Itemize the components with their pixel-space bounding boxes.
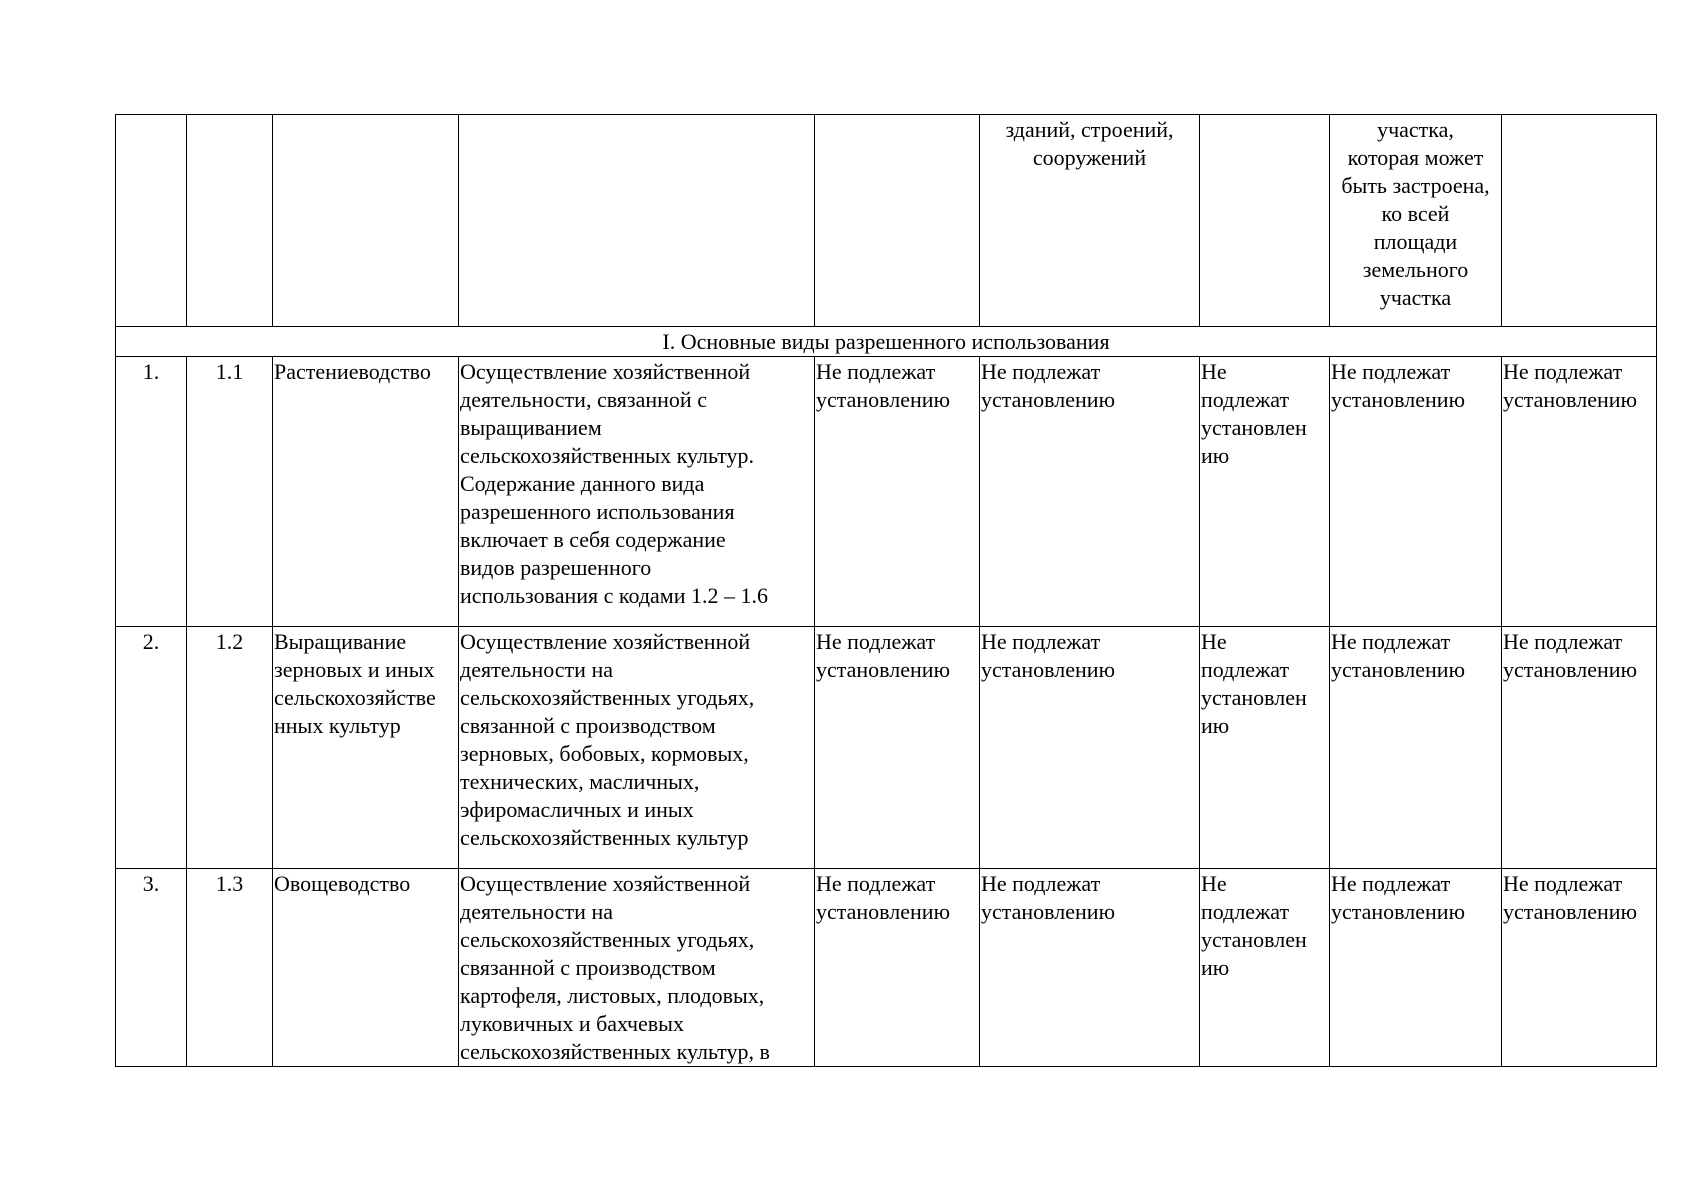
- header-cell-empty: [459, 115, 815, 327]
- table-row: [116, 869, 1657, 1067]
- header-cell-empty: [815, 115, 980, 327]
- row-description: Осуществление хозяйственной деятельности, связанной с выращиванием сельскохозяйственных культур. Содержание данного вида разрешенного использования включает в себя содержание видов разрешенного использования с кодами 1.2 – 1.6: [459, 357, 815, 627]
- header-cell-plot-share: участка, которая может быть застроена, ко всей площади земельного участка: [1330, 115, 1502, 327]
- row-cell: Не подлежат установлению: [980, 627, 1200, 869]
- header-cell-empty: [1502, 115, 1657, 327]
- table-row: [116, 357, 1657, 627]
- header-cell-empty: [187, 115, 273, 327]
- row-code: 1.3: [187, 869, 273, 1067]
- row-use-name: Растениеводство: [273, 357, 459, 627]
- row-use-name: Овощеводство: [273, 869, 459, 1067]
- row-cell: Не подлежат установлению: [815, 627, 980, 869]
- row-cell: Не подлежат установлению: [815, 357, 980, 627]
- header-cell-empty: [116, 115, 187, 327]
- row-description: Осуществление хозяйственной деятельности на сельскохозяйственных угодьях, связанной с производством картофеля, листовых, плодовых, луковичных и бахчевых сельскохозяйственных культур, в: [459, 869, 815, 1067]
- row-cell: Не подлежат установлению: [1330, 869, 1502, 1067]
- row-cell: Не подлежат установлен ию: [1200, 357, 1330, 627]
- row-use-name: Выращивание зерновых и иных сельскохозяйстве нных культур: [273, 627, 459, 869]
- row-cell: Не подлежат установлению: [980, 357, 1200, 627]
- row-cell: Не подлежат установлению: [980, 869, 1200, 1067]
- row-cell: Не подлежат установлению: [815, 869, 980, 1067]
- row-cell: Не подлежат установлен ию: [1200, 869, 1330, 1067]
- row-cell: Не подлежат установлению: [1502, 869, 1657, 1067]
- row-cell: Не подлежат установлен ию: [1200, 627, 1330, 869]
- row-number: 3.: [116, 869, 187, 1067]
- table-row: [116, 627, 1657, 869]
- row-cell: Не подлежат установлению: [1330, 627, 1502, 869]
- header-cell-empty: [1200, 115, 1330, 327]
- section-title: I. Основные виды разрешенного использования: [116, 327, 1657, 357]
- header-cell-empty: [273, 115, 459, 327]
- row-cell: Не подлежат установлению: [1502, 357, 1657, 627]
- table-header-continuation-row: [116, 115, 1657, 327]
- row-cell: Не подлежат установлению: [1330, 357, 1502, 627]
- row-description: Осуществление хозяйственной деятельности на сельскохозяйственных угодьях, связанной с производством зерновых, бобовых, кормовых, технических, масличных, эфиромасличных и иных сельскохозяйственных культур: [459, 627, 815, 869]
- header-cell-buildings: зданий, строений, сооружений: [980, 115, 1200, 327]
- land-use-table: [115, 114, 1657, 1067]
- row-cell: Не подлежат установлению: [1502, 627, 1657, 869]
- section-row: [116, 327, 1657, 357]
- row-number: 2.: [116, 627, 187, 869]
- row-code: 1.2: [187, 627, 273, 869]
- row-code: 1.1: [187, 357, 273, 627]
- row-number: 1.: [116, 357, 187, 627]
